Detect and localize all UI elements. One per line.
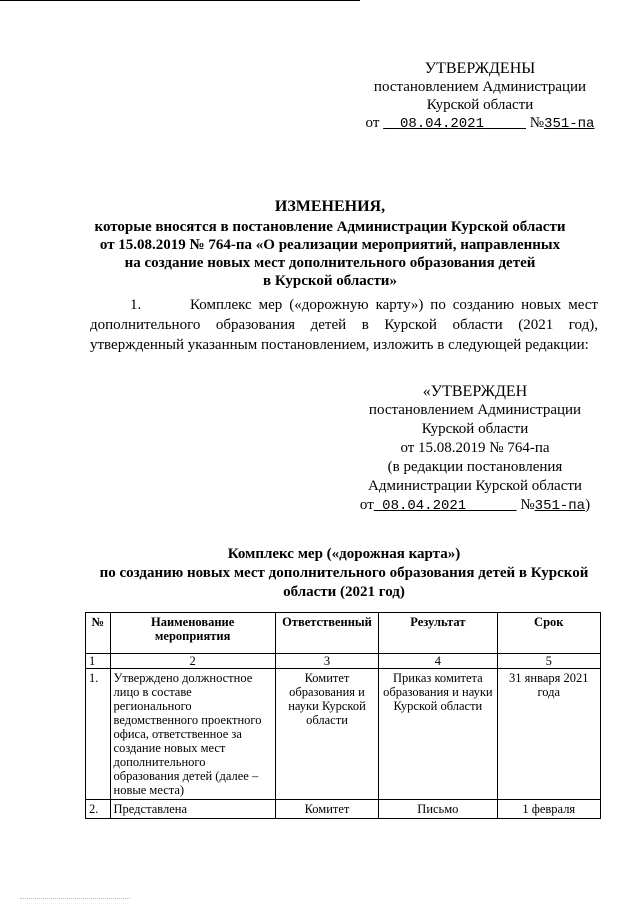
approval2-line5: Администрации Курской области xyxy=(368,478,582,494)
approval-date: 08.04.2021 xyxy=(399,116,484,132)
complex-line2: по созданию новых мест дополнительного образования детей в Курской xyxy=(99,565,589,581)
row1-number: 1. xyxy=(86,669,111,800)
col-num-1: 1 xyxy=(86,654,111,669)
header-name: Наименование мероприятия xyxy=(110,613,275,654)
approval-date-line xyxy=(360,114,600,133)
paragraph-1 xyxy=(90,295,598,355)
approval-stamp-2 xyxy=(350,382,600,516)
complex-line1: Комплекс мер («дорожная карта») xyxy=(227,546,461,562)
changes-title: ИЗМЕНЕНИЯ, xyxy=(274,198,386,215)
approval2-date-prefix: от xyxy=(359,497,374,513)
row2-result: Письмо xyxy=(379,800,497,819)
row1-responsible: Комитет образования и науки Курской области xyxy=(275,669,378,800)
approval2-number-prefix: № xyxy=(520,497,535,513)
approval-number-prefix: № xyxy=(529,115,545,131)
measures-table xyxy=(85,612,601,819)
column-number-row xyxy=(86,654,601,669)
paragraph-number: 1. xyxy=(130,297,142,313)
approval2-date-line xyxy=(350,496,600,516)
changes-line3: на создание новых мест дополнительного образования детей xyxy=(124,255,536,271)
approval2-line1: постановлением Администрации xyxy=(368,402,582,418)
table-row xyxy=(86,669,601,800)
changes-line4: в Курской области» xyxy=(263,273,397,289)
approval-line1: постановлением Администрации xyxy=(373,79,587,95)
scan-artifact xyxy=(20,898,130,900)
header-term: Срок xyxy=(497,613,600,654)
table-row xyxy=(86,800,601,819)
header-responsible: Ответственный xyxy=(275,613,378,654)
complex-line3: области (2021 год) xyxy=(283,584,405,600)
row1-result: Приказ комитета образования и науки Курской области xyxy=(379,669,497,800)
approval2-date: 08.04.2021 xyxy=(382,498,467,514)
row2-name: Представлена xyxy=(110,800,275,819)
row1-name: Утверждено должностное лицо в составе регионального ведомственного проектного офиса, ответственное за создание новых мест дополнительного образования детей (далее – новые места) xyxy=(110,669,275,800)
row2-number: 2. xyxy=(86,800,111,819)
table-header-row xyxy=(86,613,601,654)
approval-number: 351-па xyxy=(544,116,595,132)
row1-term: 31 января 2021 года xyxy=(497,669,600,800)
col-num-4: 4 xyxy=(379,654,497,669)
col-num-2: 2 xyxy=(110,654,275,669)
approval2-title: «УТВЕРЖДЕН xyxy=(422,383,528,400)
changes-heading xyxy=(60,198,600,290)
paragraph-text: Комплекс мер («дорожную карту») по созданию новых мест дополнительного образования детей в Курской области (2021 год), утвержденный указанным постановлением, изложить в следующей редакции: xyxy=(90,297,598,353)
row2-term: 1 февраля xyxy=(497,800,600,819)
col-num-3: 3 xyxy=(275,654,378,669)
col-num-5: 5 xyxy=(497,654,600,669)
approval2-close: ) xyxy=(585,497,591,513)
approval-title: УТВЕРЖДЕНЫ xyxy=(424,60,536,77)
complex-title xyxy=(88,545,600,602)
approval2-line3: от 15.08.2019 № 764-па xyxy=(400,440,550,456)
approval2-line2: Курской области xyxy=(421,421,529,437)
top-rule xyxy=(0,0,360,1)
changes-line1: которые вносятся в постановление Администрации Курской области xyxy=(94,219,566,235)
approval2-number: 351-па xyxy=(534,498,586,514)
approval-stamp xyxy=(360,60,600,133)
changes-line2: от 15.08.2019 № 764-па «О реализации мероприятий, направленных xyxy=(99,237,561,253)
row2-responsible: Комитет xyxy=(275,800,378,819)
approval2-line4: (в редакции постановления xyxy=(387,459,563,475)
header-result: Результат xyxy=(379,613,497,654)
header-number: № xyxy=(86,613,111,654)
approval-line2: Курской области xyxy=(426,97,534,113)
approval-date-prefix: от xyxy=(365,115,380,131)
